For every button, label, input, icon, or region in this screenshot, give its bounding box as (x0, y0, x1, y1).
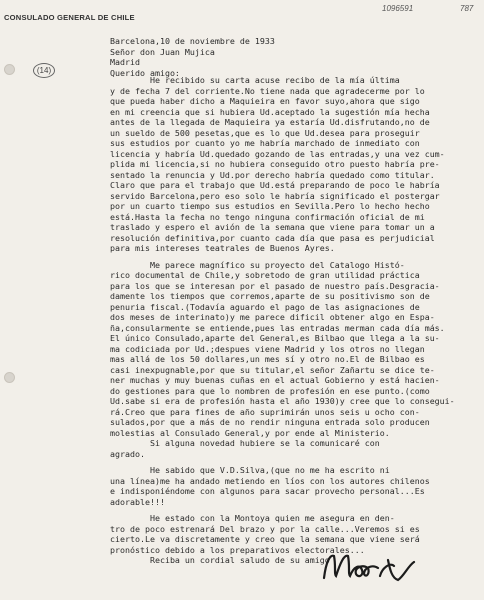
letter-date: Barcelona,10 de noviembre de 1933 (110, 36, 275, 46)
letterhead: CONSULADO GENERAL DE CHILE (4, 13, 135, 22)
body-line: Ud.sabe si era de profesión hasta el año 1930)y cree que lo consegui- (110, 396, 455, 406)
punch-hole (4, 372, 15, 383)
body-line: Claro que para el trabajo que Ud.está preparando de poco le habría (110, 180, 440, 190)
body-line: casi inexpugnable,por que su titular,el señor Zañartu se dice te- (110, 364, 435, 375)
body-line: He sabido que V.D.Silva,(que no me ha escrito ni (110, 465, 390, 475)
body-line: para mis intereses teatrales de Buenos Ayres. (110, 243, 335, 253)
body-line: e indisponiéndome con algunos para sacar provecho personal...Es (110, 486, 425, 496)
letter-body (110, 75, 455, 566)
handwritten-signature (318, 546, 428, 586)
body-line: y de fecha 7 del corriente.No tiene nada que agradecerme por lo (110, 85, 425, 96)
body-line: antes de la llegada de Maquieira ya estaría Ud.disfrutando,no de (110, 117, 430, 127)
body-line: sentado la renuncia y Ud.por derecho habría quedado como titular. (110, 169, 435, 180)
body-line: plida mi licencia,si no hubiera conseguido otro puesto habría pre- (110, 159, 440, 169)
body-line: un sueldo de 500 pesetas,que es lo que Ud.desea para proseguir (110, 127, 420, 138)
body-line: pronóstico debido a los preparativos electorales... (110, 544, 365, 555)
body-line: traslado y espero el avión de la semana que viene para tomar un a (110, 222, 435, 232)
body-line: cierto.Le va discretamente y creo que la semana que viene será (110, 534, 420, 544)
punch-hole (4, 64, 15, 75)
body-line: ma codiciada por Ud.;despues viene Madrid y los otros no llegan (110, 343, 425, 354)
body-line: Reciba un cordial saludo de su amigo (110, 555, 330, 565)
body-line: Si alguna novedad hubiere se la comunicaré con (110, 438, 380, 448)
reference-number: (14) (33, 63, 55, 78)
body-line: licencia y habría Ud.quedado gozando de las entradas,y una vez cum- (110, 148, 445, 159)
letter-header (110, 36, 275, 78)
archive-page-number: 787 (460, 4, 474, 13)
body-line: tro de poco estrenará Del brazo y por la calle...Veremos si es (110, 523, 420, 534)
body-line: que pueda haber dicho a Maquieira en favor suyo,ahora que sigo (110, 96, 420, 106)
body-line: servido Barcelona,pero eso solo le habría significado el postergar (110, 190, 440, 201)
body-line: do gestiones para que lo nombren de profesión en ese punto.(como (110, 385, 430, 396)
body-line: ña,consularmente se entiende,pues las entradas merman cada día más. (110, 322, 445, 333)
body-line: molestias al Consulado General,y por ende al Ministerio. (110, 427, 390, 438)
body-line: resolución definitiva,por cuanto cada día que pasa es perjudicial (110, 232, 435, 243)
body-line: Me parece magnífico su proyecto del Catalogo Histó- (110, 259, 405, 270)
body-line: penuria fiscal.(Todavía aguardo el pago de las asignaciones de (110, 301, 420, 312)
archive-number: 1096591 (382, 4, 414, 13)
body-line: sulados,por que a más de no rendir ninguna entrada solo producen (110, 417, 430, 427)
body-line: ner muchas y muy buenas cuñas en el actual Gobierno y está hacien- (110, 375, 440, 385)
body-line: He recibido su carta acuse recibo de la mía última (110, 75, 400, 85)
body-line: para los que se interesan por el pasado de nuestro país.Desgracia- (110, 280, 440, 291)
body-line: una línea)me ha andado metiendo en líos con los autores chilenos (110, 475, 430, 486)
body-line: sus estudios por cuanto yo me habría marchado de inmediato con (110, 138, 420, 148)
body-line: damente los tiempos que corremos,aparte de su positivismo son de (110, 291, 430, 301)
body-line: rico documental de Chile,y sobretodo de gran utilidad práctica (110, 270, 420, 280)
body-line: en mi creencia que si hubiera Ud.aceptado la sugestión mía hecha (110, 106, 430, 117)
body-line: por un cuarto tiempo sus estudios en Sevilla.Pero lo hecho hecho (110, 201, 430, 211)
recipient-name: Señor don Juan Mujica (110, 46, 215, 57)
body-line: mas allá de los 50 dollares,un mes sí y otro no.El de Bilbao es (110, 354, 425, 364)
salutation: Querido amigo: (110, 67, 180, 78)
body-line: He estado con la Montoya quien me asegura en den- (110, 513, 395, 523)
body-line: El único Consulado,aparte del General,es Bilbao que llega a la su- (110, 333, 440, 343)
body-line: dos meses de interinato)y me parece dificil obtener algo en Espa- (110, 312, 435, 322)
body-line: adorable!!! (110, 496, 165, 507)
body-line: está.Hasta la fecha no tengo ninguna confirmación oficial de mi (110, 211, 425, 222)
recipient-city: Madrid (110, 57, 140, 67)
body-line: agrado. (110, 448, 145, 459)
body-line: rá.Creo que para fines de año suprimirán unos seis u ocho con- (110, 406, 420, 417)
